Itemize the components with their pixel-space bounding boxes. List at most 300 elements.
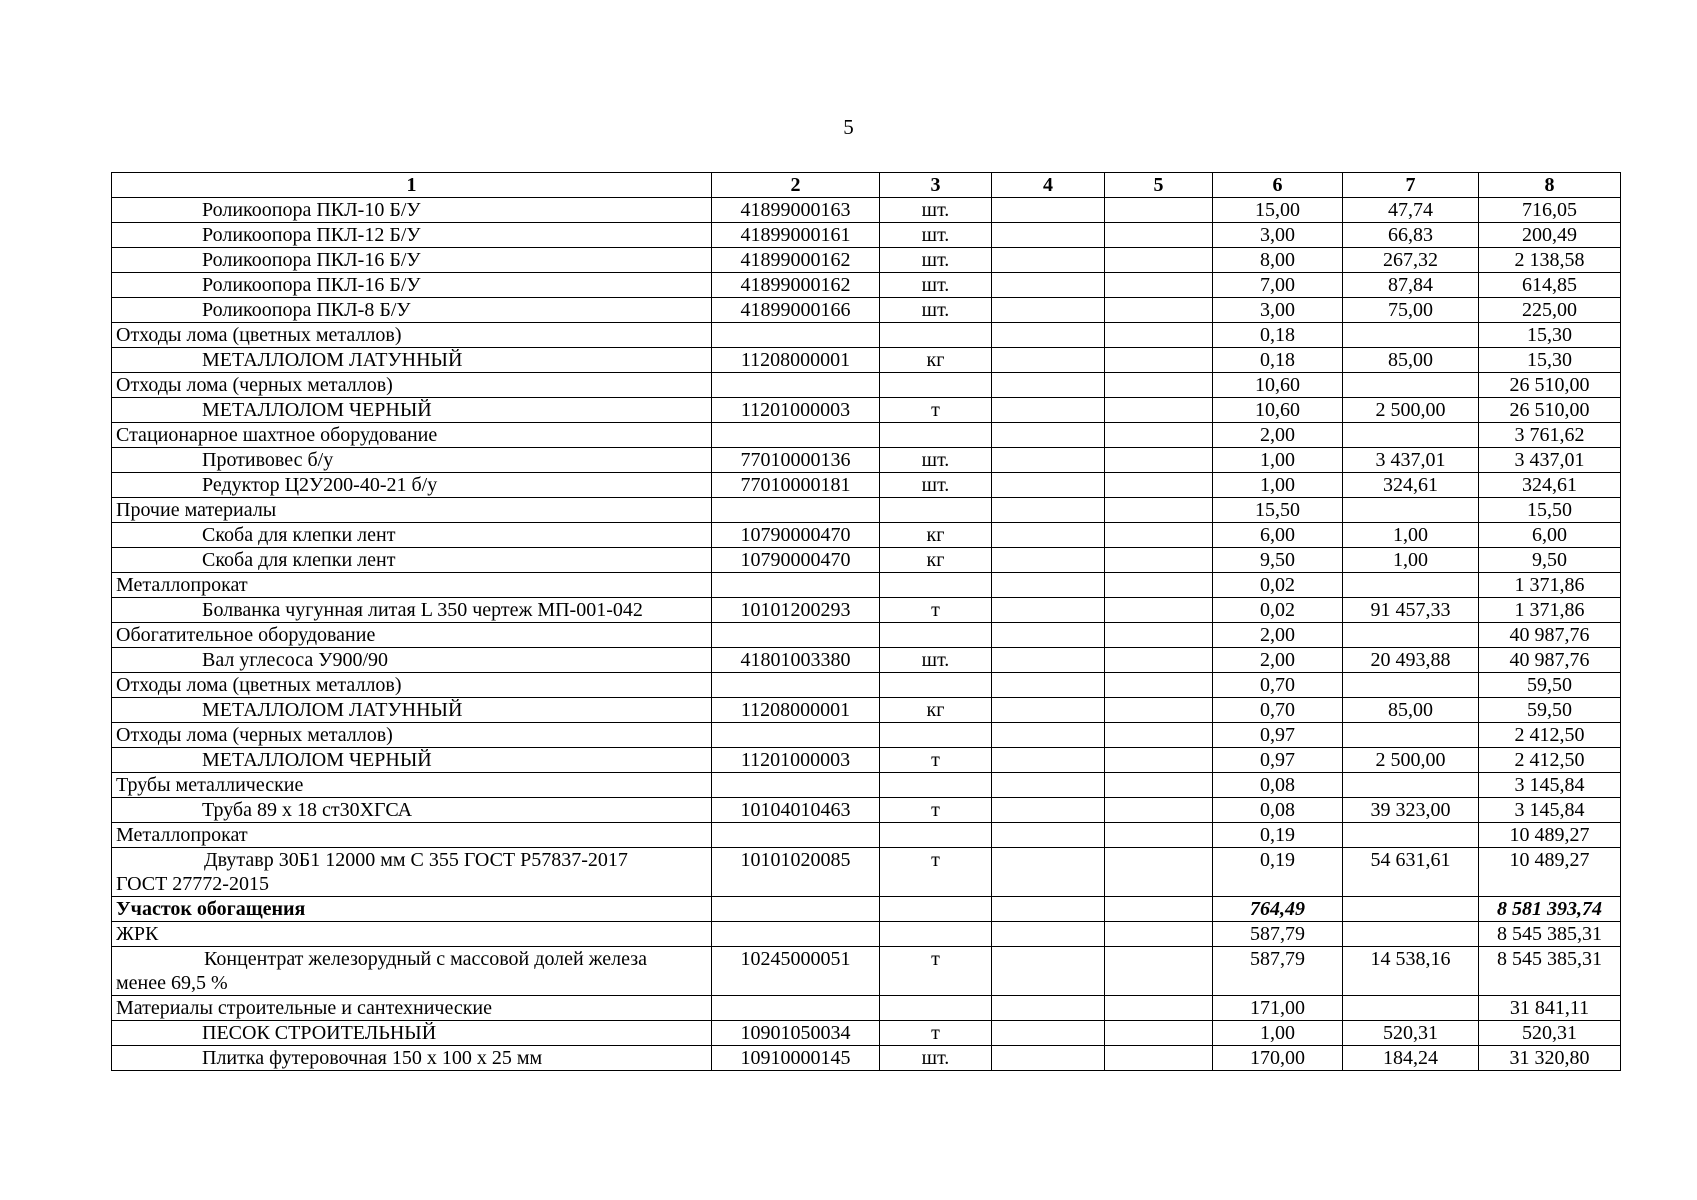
unit-cell <box>880 996 992 1021</box>
sum-cell: 31 320,80 <box>1479 1046 1621 1071</box>
column-5-cell <box>1105 223 1213 248</box>
quantity-cell: 170,00 <box>1213 1046 1343 1071</box>
quantity-cell: 0,18 <box>1213 348 1343 373</box>
group-row <box>112 623 1621 648</box>
column-4-cell <box>992 623 1105 648</box>
column-5-cell <box>1105 947 1213 996</box>
item-code-cell: 10790000470 <box>712 523 880 548</box>
sum-cell: 59,50 <box>1479 698 1621 723</box>
sum-cell: 31 841,11 <box>1479 996 1621 1021</box>
item-code-cell <box>712 573 880 598</box>
sum-cell: 1 371,86 <box>1479 598 1621 623</box>
unit-cell: кг <box>880 523 992 548</box>
column-5-cell <box>1105 248 1213 273</box>
price-cell: 66,83 <box>1343 223 1479 248</box>
page-number: 5 <box>843 115 854 139</box>
column-5-cell <box>1105 448 1213 473</box>
item-row <box>112 1046 1621 1071</box>
item-name-cell: Прочие материалы <box>112 498 712 523</box>
column-4-cell <box>992 298 1105 323</box>
group-row <box>112 773 1621 798</box>
price-cell <box>1343 673 1479 698</box>
column-5-cell <box>1105 298 1213 323</box>
item-code-cell <box>712 623 880 648</box>
item-name-cell: Участок обогащения <box>112 897 712 922</box>
price-cell <box>1343 373 1479 398</box>
quantity-cell: 15,50 <box>1213 498 1343 523</box>
item-code-cell <box>712 723 880 748</box>
unit-cell <box>880 498 992 523</box>
sum-cell: 614,85 <box>1479 273 1621 298</box>
group-row <box>112 323 1621 348</box>
column-4-cell <box>992 323 1105 348</box>
column-4-cell <box>992 198 1105 223</box>
column-5-cell <box>1105 922 1213 947</box>
quantity-cell: 0,18 <box>1213 323 1343 348</box>
sum-cell: 15,30 <box>1479 323 1621 348</box>
column-4-cell <box>992 1046 1105 1071</box>
item-name-cell: Стационарное шахтное оборудование <box>112 423 712 448</box>
item-name-cell: Металлопрокат <box>112 823 712 848</box>
item-name-cell: Роликоопора ПКЛ-10 Б/У <box>112 198 712 223</box>
item-code-cell: 77010000181 <box>712 473 880 498</box>
price-cell: 85,00 <box>1343 698 1479 723</box>
quantity-cell: 3,00 <box>1213 223 1343 248</box>
quantity-cell: 15,00 <box>1213 198 1343 223</box>
unit-cell <box>880 723 992 748</box>
item-name-cell: Роликоопора ПКЛ-12 Б/У <box>112 223 712 248</box>
item-name-line: Двутавр 30Б1 12000 мм С 355 ГОСТ Р57837-2017 <box>204 849 628 871</box>
quantity-cell: 587,79 <box>1213 922 1343 947</box>
column-header: 4 <box>992 173 1105 198</box>
group-row <box>112 996 1621 1021</box>
price-cell: 14 538,16 <box>1343 947 1479 996</box>
column-4-cell <box>992 922 1105 947</box>
sum-cell: 8 581 393,74 <box>1479 897 1621 922</box>
column-4-cell <box>992 548 1105 573</box>
sum-cell: 6,00 <box>1479 523 1621 548</box>
group-row <box>112 823 1621 848</box>
unit-cell: шт. <box>880 1046 992 1071</box>
unit-cell: кг <box>880 348 992 373</box>
column-5-cell <box>1105 498 1213 523</box>
price-cell <box>1343 723 1479 748</box>
column-4-cell <box>992 373 1105 398</box>
column-4-cell <box>992 573 1105 598</box>
item-row <box>112 698 1621 723</box>
sum-cell: 8 545 385,31 <box>1479 947 1621 996</box>
price-cell: 20 493,88 <box>1343 648 1479 673</box>
item-name-cell: Отходы лома (цветных металлов) <box>112 673 712 698</box>
item-name-cell: МЕТАЛЛОЛОМ ЛАТУННЫЙ <box>112 698 712 723</box>
price-cell <box>1343 323 1479 348</box>
price-cell <box>1343 773 1479 798</box>
item-name-cell: Металлопрокат <box>112 573 712 598</box>
item-code-cell: 11208000001 <box>712 348 880 373</box>
quantity-cell: 2,00 <box>1213 623 1343 648</box>
column-5-cell <box>1105 198 1213 223</box>
item-name-cell <box>112 947 712 996</box>
quantity-cell: 0,02 <box>1213 598 1343 623</box>
item-code-cell: 10901050034 <box>712 1021 880 1046</box>
item-row <box>112 273 1621 298</box>
item-code-cell: 10790000470 <box>712 548 880 573</box>
sum-cell: 40 987,76 <box>1479 623 1621 648</box>
column-header: 5 <box>1105 173 1213 198</box>
column-5-cell <box>1105 823 1213 848</box>
column-4-cell <box>992 698 1105 723</box>
quantity-cell: 0,19 <box>1213 823 1343 848</box>
column-4-cell <box>992 523 1105 548</box>
unit-cell: т <box>880 598 992 623</box>
item-code-cell <box>712 823 880 848</box>
price-cell <box>1343 573 1479 598</box>
price-cell: 1,00 <box>1343 548 1479 573</box>
item-row <box>112 748 1621 773</box>
column-4-cell <box>992 223 1105 248</box>
column-4-cell <box>992 648 1105 673</box>
item-name-cell: Скоба для клепки лент <box>112 548 712 573</box>
column-4-cell <box>992 448 1105 473</box>
price-cell: 87,84 <box>1343 273 1479 298</box>
group-row <box>112 498 1621 523</box>
unit-cell <box>880 323 992 348</box>
item-code-cell: 41801003380 <box>712 648 880 673</box>
column-header: 6 <box>1213 173 1343 198</box>
column-5-cell <box>1105 1046 1213 1071</box>
column-5-cell <box>1105 848 1213 897</box>
item-row <box>112 1021 1621 1046</box>
sum-cell: 2 412,50 <box>1479 748 1621 773</box>
item-code-cell: 77010000136 <box>712 448 880 473</box>
unit-cell: т <box>880 398 992 423</box>
item-row <box>112 448 1621 473</box>
unit-cell <box>880 773 992 798</box>
column-5-cell <box>1105 548 1213 573</box>
item-row <box>112 548 1621 573</box>
item-name-cell: Материалы строительные и сантехнические <box>112 996 712 1021</box>
column-4-cell <box>992 398 1105 423</box>
column-4-cell <box>992 673 1105 698</box>
unit-cell <box>880 373 992 398</box>
quantity-cell: 587,79 <box>1213 947 1343 996</box>
column-5-cell <box>1105 273 1213 298</box>
unit-cell: т <box>880 848 992 897</box>
column-5-cell <box>1105 598 1213 623</box>
item-code-cell <box>712 773 880 798</box>
quantity-cell: 0,70 <box>1213 673 1343 698</box>
sum-cell: 225,00 <box>1479 298 1621 323</box>
item-name-cell: Труба 89 х 18 ст30ХГСА <box>112 798 712 823</box>
price-cell <box>1343 897 1479 922</box>
item-name-cell: Скоба для клепки лент <box>112 523 712 548</box>
quantity-cell: 10,60 <box>1213 398 1343 423</box>
item-code-cell: 11201000003 <box>712 398 880 423</box>
item-name-cell: Вал углесоса У900/90 <box>112 648 712 673</box>
quantity-cell: 10,60 <box>1213 373 1343 398</box>
item-name-continuation: менее 69,5 % <box>116 972 228 994</box>
item-name-cell: Отходы лома (цветных металлов) <box>112 323 712 348</box>
item-row <box>112 648 1621 673</box>
sum-cell: 10 489,27 <box>1479 823 1621 848</box>
quantity-cell: 0,08 <box>1213 773 1343 798</box>
unit-cell: шт. <box>880 248 992 273</box>
item-row <box>112 598 1621 623</box>
column-4-cell <box>992 348 1105 373</box>
quantity-cell: 0,19 <box>1213 848 1343 897</box>
sum-cell: 3 761,62 <box>1479 423 1621 448</box>
unit-cell: шт. <box>880 273 992 298</box>
column-header: 3 <box>880 173 992 198</box>
column-5-cell <box>1105 573 1213 598</box>
column-4-cell <box>992 273 1105 298</box>
quantity-cell: 0,70 <box>1213 698 1343 723</box>
column-5-cell <box>1105 897 1213 922</box>
sum-cell: 40 987,76 <box>1479 648 1621 673</box>
sum-cell: 2 138,58 <box>1479 248 1621 273</box>
column-5-cell <box>1105 723 1213 748</box>
unit-cell: шт. <box>880 198 992 223</box>
column-4-cell <box>992 748 1105 773</box>
item-name-cell: ЖРК <box>112 922 712 947</box>
item-name-line: Концентрат железорудный с массовой долей железа <box>204 948 648 970</box>
item-name-cell: Роликоопора ПКЛ-16 Б/У <box>112 273 712 298</box>
group-row <box>112 423 1621 448</box>
item-code-cell: 10101020085 <box>712 848 880 897</box>
sum-cell: 26 510,00 <box>1479 398 1621 423</box>
column-5-cell <box>1105 798 1213 823</box>
column-5-cell <box>1105 1021 1213 1046</box>
price-cell: 1,00 <box>1343 523 1479 548</box>
table-body <box>112 198 1621 1071</box>
sum-cell: 3 145,84 <box>1479 798 1621 823</box>
column-4-cell <box>992 996 1105 1021</box>
sum-cell: 8 545 385,31 <box>1479 922 1621 947</box>
column-4-cell <box>992 423 1105 448</box>
item-row <box>112 348 1621 373</box>
item-name-cell: Плитка футеровочная 150 х 100 х 25 мм <box>112 1046 712 1071</box>
quantity-cell: 0,02 <box>1213 573 1343 598</box>
column-5-cell <box>1105 673 1213 698</box>
quantity-cell: 6,00 <box>1213 523 1343 548</box>
item-code-cell: 41899000163 <box>712 198 880 223</box>
item-row <box>112 398 1621 423</box>
unit-cell: т <box>880 798 992 823</box>
column-4-cell <box>992 773 1105 798</box>
item-name-cell: Роликоопора ПКЛ-8 Б/У <box>112 298 712 323</box>
column-4-cell <box>992 823 1105 848</box>
item-code-cell: 41899000166 <box>712 298 880 323</box>
unit-cell <box>880 623 992 648</box>
item-row <box>112 223 1621 248</box>
item-name-cell: Противовес б/у <box>112 448 712 473</box>
price-cell: 39 323,00 <box>1343 798 1479 823</box>
item-code-cell <box>712 673 880 698</box>
unit-cell: т <box>880 947 992 996</box>
group-row <box>112 723 1621 748</box>
column-5-cell <box>1105 648 1213 673</box>
unit-cell: шт. <box>880 448 992 473</box>
unit-cell <box>880 922 992 947</box>
price-cell: 85,00 <box>1343 348 1479 373</box>
item-row <box>112 198 1621 223</box>
quantity-cell: 1,00 <box>1213 473 1343 498</box>
column-4-cell <box>992 598 1105 623</box>
quantity-cell: 8,00 <box>1213 248 1343 273</box>
column-4-cell <box>992 473 1105 498</box>
price-cell <box>1343 823 1479 848</box>
sum-cell: 1 371,86 <box>1479 573 1621 598</box>
unit-cell: шт. <box>880 223 992 248</box>
price-cell: 184,24 <box>1343 1046 1479 1071</box>
total-row <box>112 897 1621 922</box>
item-row <box>112 473 1621 498</box>
column-4-cell <box>992 248 1105 273</box>
item-name-cell: МЕТАЛЛОЛОМ ЧЕРНЫЙ <box>112 398 712 423</box>
quantity-cell: 1,00 <box>1213 1021 1343 1046</box>
column-5-cell <box>1105 698 1213 723</box>
item-row <box>112 523 1621 548</box>
item-name-cell: Трубы металлические <box>112 773 712 798</box>
column-4-cell <box>992 498 1105 523</box>
quantity-cell: 171,00 <box>1213 996 1343 1021</box>
column-4-cell <box>992 897 1105 922</box>
unit-cell <box>880 423 992 448</box>
column-4-cell <box>992 723 1105 748</box>
sum-cell: 59,50 <box>1479 673 1621 698</box>
item-name-cell: ПЕСОК СТРОИТЕЛЬНЫЙ <box>112 1021 712 1046</box>
quantity-cell: 2,00 <box>1213 423 1343 448</box>
item-name-cell: МЕТАЛЛОЛОМ ЧЕРНЫЙ <box>112 748 712 773</box>
unit-cell: шт. <box>880 648 992 673</box>
unit-cell: шт. <box>880 473 992 498</box>
item-code-cell: 11201000003 <box>712 748 880 773</box>
item-name-cell: Отходы лома (черных металлов) <box>112 723 712 748</box>
item-code-cell: 10910000145 <box>712 1046 880 1071</box>
column-5-cell <box>1105 373 1213 398</box>
price-cell: 47,74 <box>1343 198 1479 223</box>
inventory-table <box>111 172 1621 1071</box>
item-code-cell: 41899000162 <box>712 273 880 298</box>
item-code-cell: 41899000161 <box>712 223 880 248</box>
item-code-cell <box>712 996 880 1021</box>
price-cell <box>1343 922 1479 947</box>
price-cell <box>1343 623 1479 648</box>
unit-cell: кг <box>880 548 992 573</box>
item-name-cell <box>112 848 712 897</box>
price-cell <box>1343 423 1479 448</box>
item-row <box>112 298 1621 323</box>
item-row <box>112 947 1621 996</box>
column-4-cell <box>992 798 1105 823</box>
quantity-cell: 2,00 <box>1213 648 1343 673</box>
item-row <box>112 248 1621 273</box>
column-5-cell <box>1105 398 1213 423</box>
column-header: 7 <box>1343 173 1479 198</box>
quantity-cell: 0,08 <box>1213 798 1343 823</box>
column-4-cell <box>992 947 1105 996</box>
price-cell <box>1343 498 1479 523</box>
sum-cell: 15,30 <box>1479 348 1621 373</box>
unit-cell: шт. <box>880 298 992 323</box>
item-code-cell: 10245000051 <box>712 947 880 996</box>
quantity-cell: 0,97 <box>1213 723 1343 748</box>
price-cell: 3 437,01 <box>1343 448 1479 473</box>
column-header-row <box>112 173 1621 198</box>
quantity-cell: 764,49 <box>1213 897 1343 922</box>
group-row <box>112 673 1621 698</box>
sum-cell: 3 145,84 <box>1479 773 1621 798</box>
price-cell: 54 631,61 <box>1343 848 1479 897</box>
item-row <box>112 848 1621 897</box>
group-row <box>112 922 1621 947</box>
item-name-cell: МЕТАЛЛОЛОМ ЛАТУННЫЙ <box>112 348 712 373</box>
item-name-cell: Обогатительное оборудование <box>112 623 712 648</box>
column-5-cell <box>1105 473 1213 498</box>
unit-cell: кг <box>880 698 992 723</box>
price-cell: 267,32 <box>1343 248 1479 273</box>
item-name-cell: Редуктор Ц2У200-40-21 б/у <box>112 473 712 498</box>
price-cell: 520,31 <box>1343 1021 1479 1046</box>
price-cell: 2 500,00 <box>1343 398 1479 423</box>
price-cell <box>1343 996 1479 1021</box>
group-row <box>112 573 1621 598</box>
quantity-cell: 7,00 <box>1213 273 1343 298</box>
column-5-cell <box>1105 348 1213 373</box>
item-code-cell <box>712 498 880 523</box>
sum-cell: 10 489,27 <box>1479 848 1621 897</box>
column-5-cell <box>1105 523 1213 548</box>
item-code-cell: 11208000001 <box>712 698 880 723</box>
group-row <box>112 373 1621 398</box>
item-name-cell: Болванка чугунная литая L 350 чертеж МП-001-042 <box>112 598 712 623</box>
item-row <box>112 798 1621 823</box>
sum-cell: 3 437,01 <box>1479 448 1621 473</box>
column-5-cell <box>1105 323 1213 348</box>
item-name-cell: Роликоопора ПКЛ-16 Б/У <box>112 248 712 273</box>
unit-cell: т <box>880 1021 992 1046</box>
column-5-cell <box>1105 623 1213 648</box>
price-cell: 2 500,00 <box>1343 748 1479 773</box>
item-code-cell <box>712 423 880 448</box>
column-header: 1 <box>112 173 712 198</box>
quantity-cell: 9,50 <box>1213 548 1343 573</box>
item-code-cell <box>712 922 880 947</box>
column-4-cell <box>992 1021 1105 1046</box>
unit-cell <box>880 823 992 848</box>
sum-cell: 520,31 <box>1479 1021 1621 1046</box>
item-code-cell <box>712 373 880 398</box>
sum-cell: 26 510,00 <box>1479 373 1621 398</box>
column-5-cell <box>1105 773 1213 798</box>
unit-cell: т <box>880 748 992 773</box>
item-name-cell: Отходы лома (черных металлов) <box>112 373 712 398</box>
sum-cell: 200,49 <box>1479 223 1621 248</box>
item-code-cell: 10101200293 <box>712 598 880 623</box>
item-code-cell <box>712 323 880 348</box>
sum-cell: 324,61 <box>1479 473 1621 498</box>
column-5-cell <box>1105 748 1213 773</box>
item-name-continuation: ГОСТ 27772-2015 <box>116 873 269 895</box>
sum-cell: 15,50 <box>1479 498 1621 523</box>
price-cell: 324,61 <box>1343 473 1479 498</box>
column-header: 8 <box>1479 173 1621 198</box>
unit-cell <box>880 897 992 922</box>
sum-cell: 2 412,50 <box>1479 723 1621 748</box>
column-5-cell <box>1105 423 1213 448</box>
quantity-cell: 3,00 <box>1213 298 1343 323</box>
price-cell: 75,00 <box>1343 298 1479 323</box>
